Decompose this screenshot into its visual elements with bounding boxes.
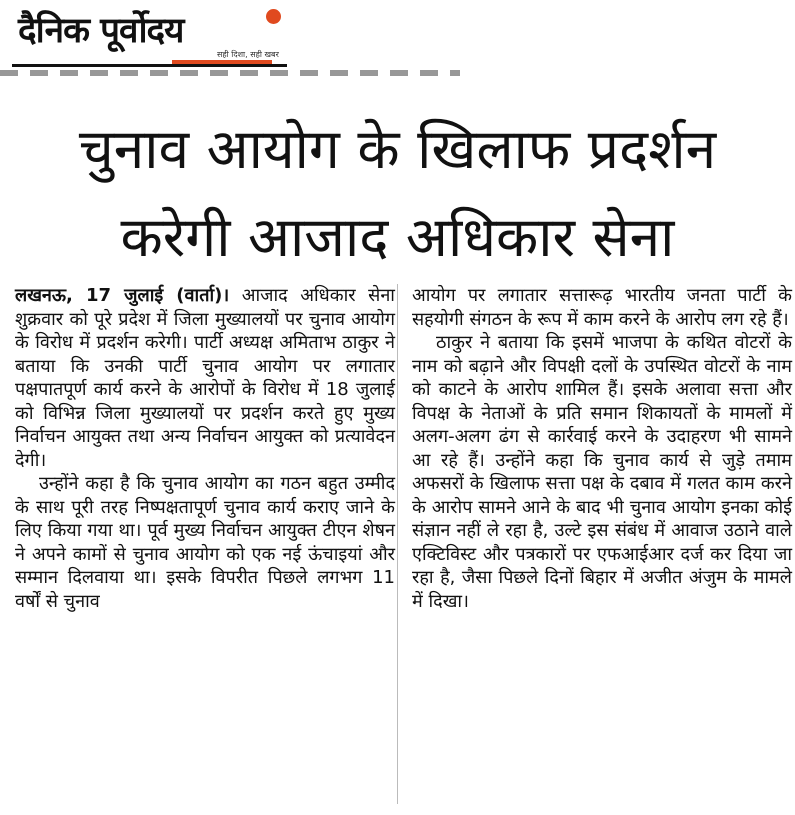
headline-line-2: करेगी आजाद अधिकार सेना — [120, 205, 675, 269]
article-paragraph — [15, 284, 395, 472]
paragraph-text: आजाद अधिकार सेना शुक्रवार को पूरे प्रदेश में जिला मुख्यालयों पर चुनाव आयोग के विरोध में प्रदर्शन करेगी। पार्टी अध्यक्ष अमिताभ ठाकुर ने बताया कि उनकी पार्टी चुनाव आयोग पर लगातार पक्षपातपूर्ण कार्य करने के आरोपों के विरोध में 18 जुलाई को विभिन्न जिला मुख्यालयों पर प्रदर्शन करते हुए मुख्य निर्वाचन आयुक्त तथा अन्य निर्वाचन आयुक्त को प्रत्यावेदन देगी। — [15, 285, 395, 471]
article-column-left — [15, 284, 395, 613]
clipping-edge — [0, 70, 460, 76]
headline — [0, 105, 795, 281]
masthead-rule — [12, 64, 287, 67]
article-paragraph: ठाकुर ने बताया कि इसमें भाजपा के कथित वोटरों के नाम को बढ़ाने और विपक्षी दलों के उपस्थित वोटरों के नाम को काटने के आरोप शामिल हैं। इसके अलावा सत्ता और विपक्ष के नेताओं के प्रति समान शिकायतों के मामलों में अलग-अलग ढंग से कार्रवाई करने के उदाहरण भी सामने आ रहे हैं। उन्होंने कहा कि चुनाव कार्य से जुड़े तमाम अफसरों के खिलाफ सत्ता पक्ष के दबाव में गलत काम करने के आरोप सामने आने के बाद भी चुनाव आयोग इनका कोई संज्ञान नहीं ले रहा है, उल्टे इस संबंध में आवाज उठाने वाले एक्टिविस्ट और पत्रकारों पर एफआईआर दर्ज कर दिया जा रहा है, जैसा पिछले दिनों बिहार में अजीत अंजुम के मामले में दिखा। — [412, 332, 792, 612]
headline-line-1: चुनाव आयोग के खिलाफ प्रदर्शन — [78, 117, 717, 181]
article-column-right — [412, 284, 792, 613]
newspaper-logo: दैनिक पूर्वोदय — [18, 11, 184, 51]
logo-dot-icon — [266, 9, 281, 24]
article-paragraph: आयोग पर लगातार सत्तारूढ़ भारतीय जनता पार्टी के सहयोगी संगठन के रूप में काम करने के आरोप लग रहे हैं। — [412, 285, 792, 330]
newspaper-tagline: सही दिशा, सही खबर — [217, 50, 279, 59]
dateline: लखनऊ, 17 जुलाई (वार्ता)। — [15, 285, 230, 306]
masthead — [12, 0, 302, 80]
article-paragraph: उन्होंने कहा है कि चुनाव आयोग का गठन बहुत उम्मीद के साथ पूरी तरह निष्पक्षतापूर्ण चुनाव कार्य कराए जाने के लिए किया गया था। पूर्व मुख्य निर्वाचन आयुक्त टीएन शेषन ने अपने कामों से चुनाव आयोग को एक नई ऊंचाइयां और सम्मान दिलवाया था। इसके विपरीत पिछले लगभग 11 वर्षों से चुनाव — [15, 473, 395, 612]
column-divider — [397, 284, 398, 804]
